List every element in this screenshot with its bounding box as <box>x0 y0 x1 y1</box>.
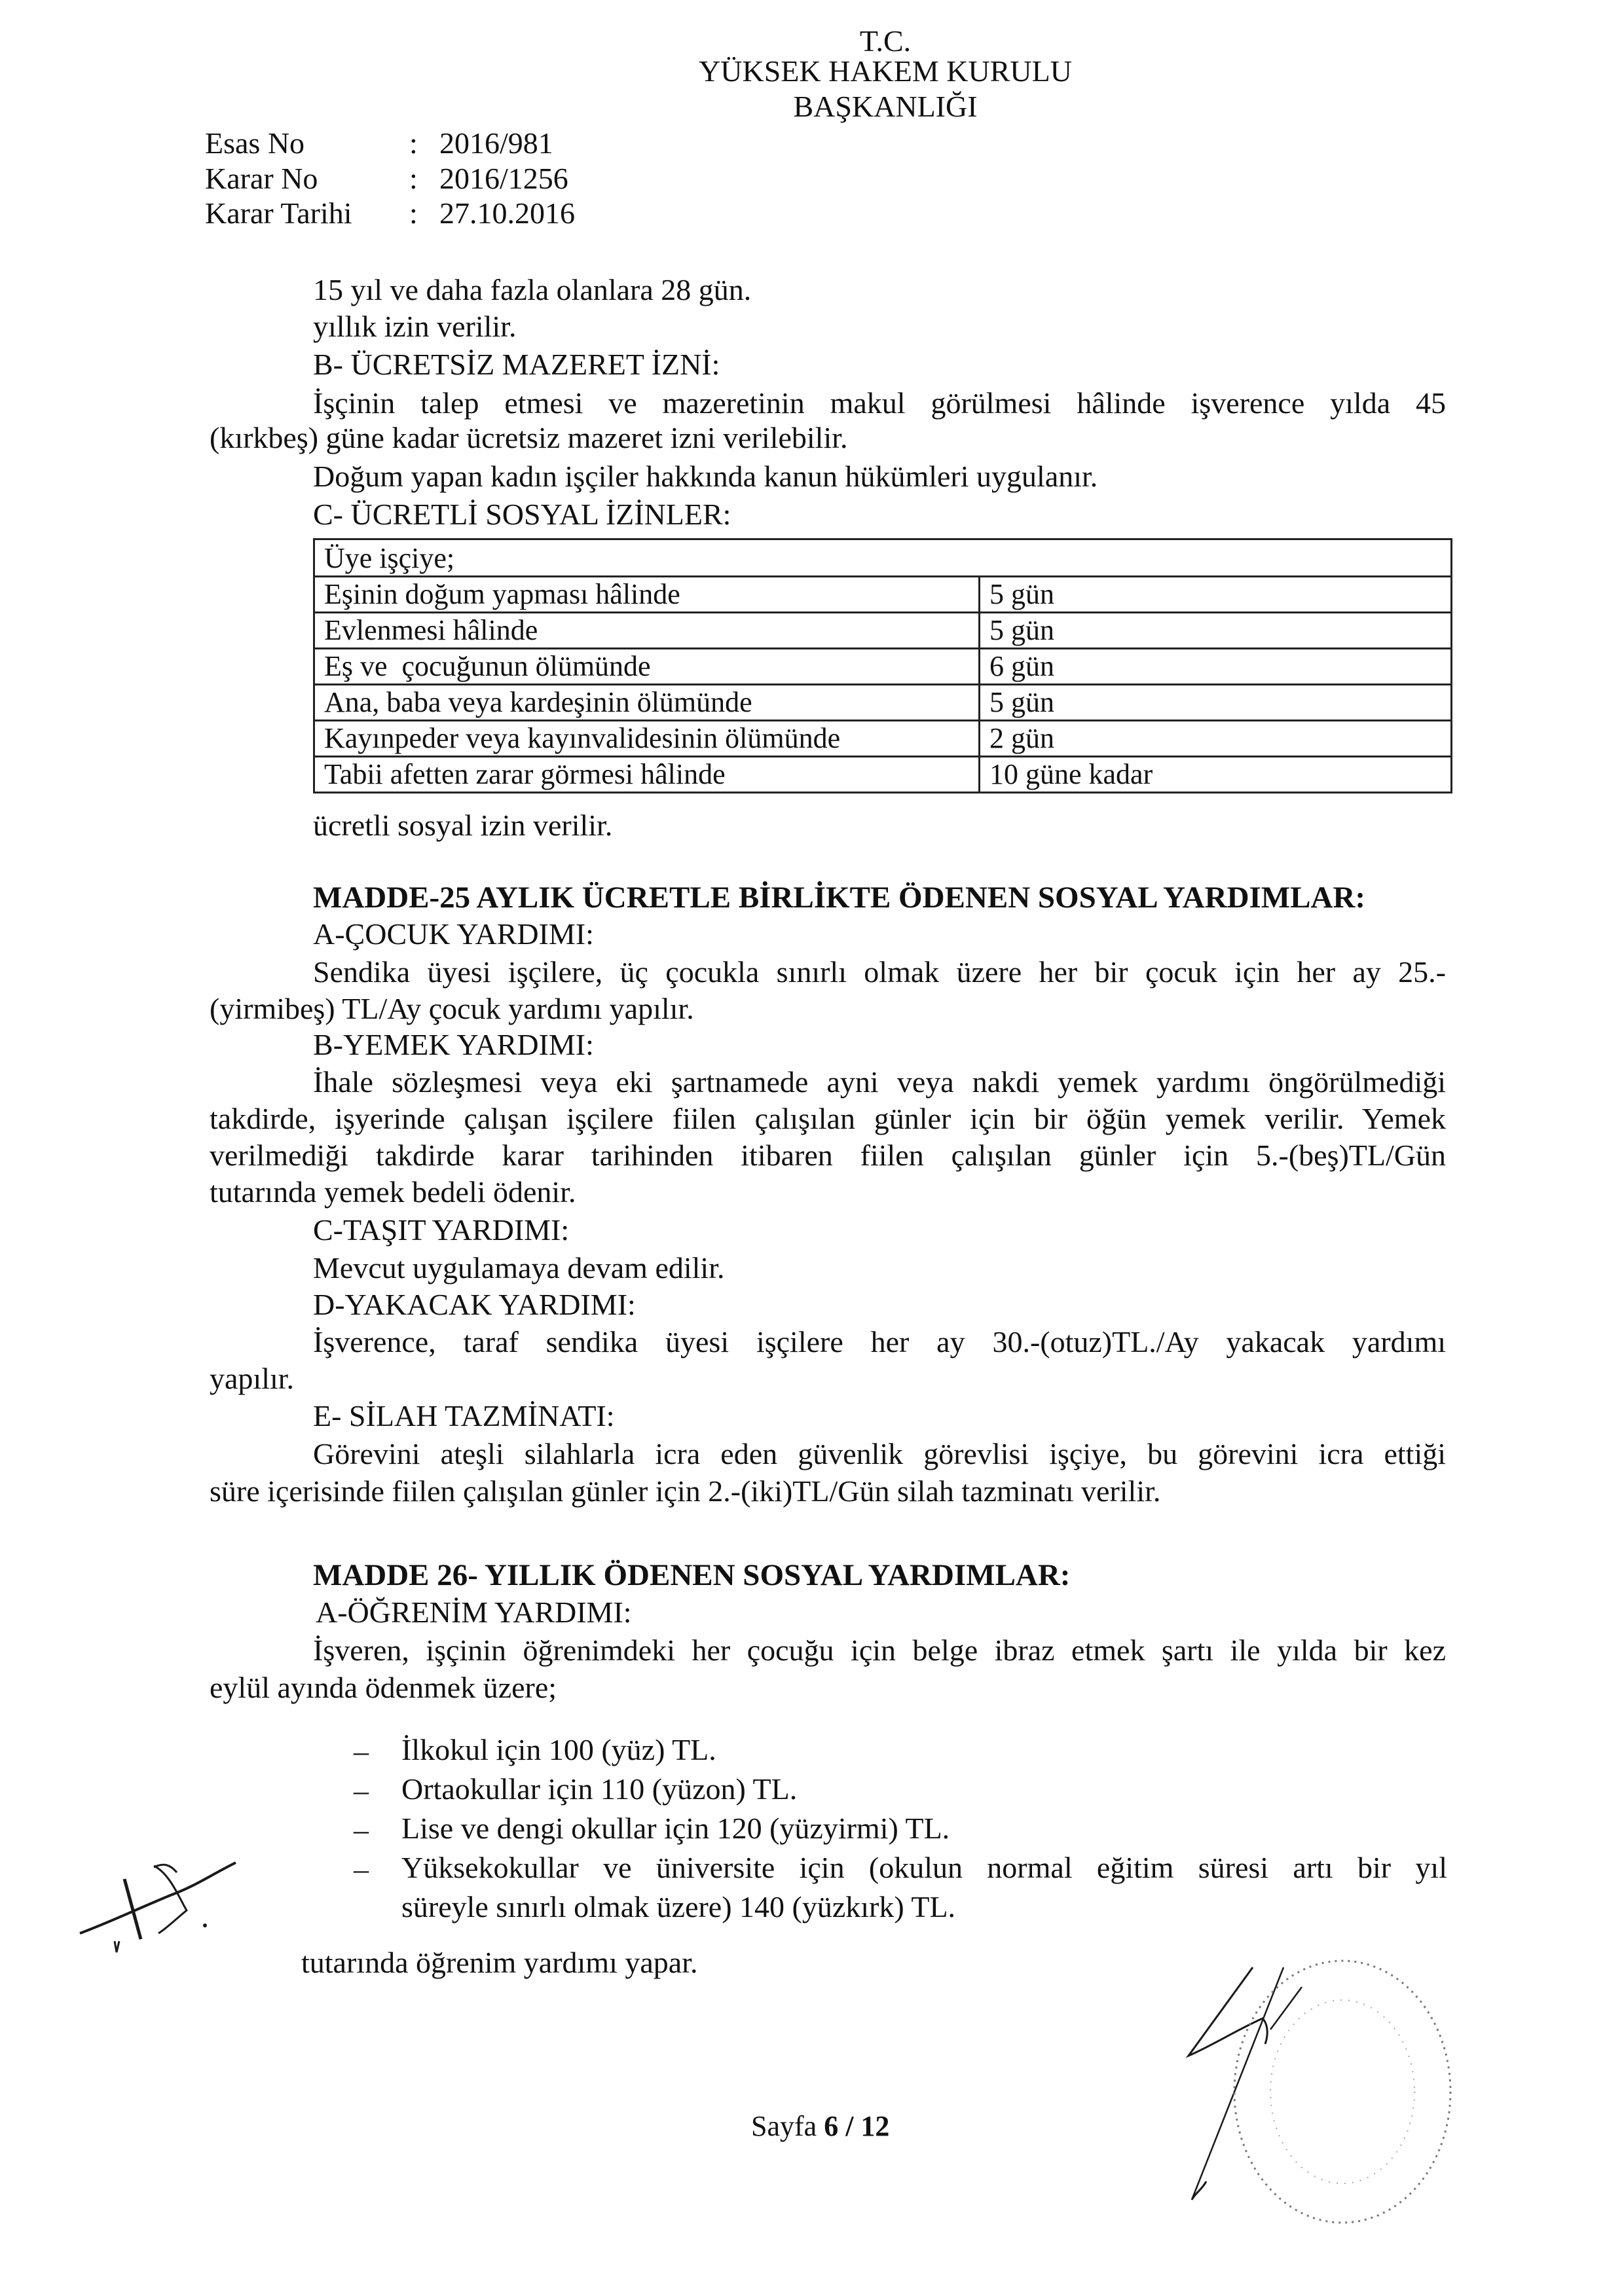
list-item-continuation: süreyle sınırlı olmak üzere) 140 (yüzkırk) TL. <box>401 1890 956 1923</box>
table-row <box>314 613 1452 649</box>
table-row <box>314 685 1452 721</box>
table-row <box>314 721 1452 757</box>
header-institution: YÜKSEK HAKEM KURULU <box>699 54 1072 88</box>
fuel-allowance-title: D-YAKACAK YARDIMI: <box>313 1288 636 1321</box>
child-allowance-text: Sendika üyesi işçilere, üç çocukla sınırlı olmak üzere her bir çocuk için her ay 25.- <box>313 955 1446 989</box>
meta-value: 27.10.2016 <box>439 196 575 230</box>
leave-reason: Eşinin doğum yapması hâlinde <box>314 577 980 613</box>
madde-26-title: MADDE 26- YILLIK ÖDENEN SOSYAL YARDIMLAR: <box>313 1558 1071 1592</box>
table-row <box>314 757 1452 793</box>
fuel-allowance-text: İşverence, taraf sendika üyesi işçilere her ay 30.-(otuz)TL./Ay yakacak yardımı <box>313 1325 1446 1358</box>
list-dash: – <box>354 1734 369 1768</box>
leave-duration: 6 gün <box>980 649 1452 685</box>
meta-label: Esas No <box>205 126 305 160</box>
leave-duration: 5 gün <box>980 613 1452 649</box>
section-b-paragraph: (kırkbeş) güne kadar ücretsiz mazeret izni verilebilir. <box>210 421 848 454</box>
weapon-compensation-text: süre içerisinde fiilen çalışılan günler için 2.-(iki)TL/Gün silah tazminatı verilir. <box>210 1474 1161 1508</box>
leave-reason: Eş ve çocuğunun ölümünde <box>314 649 980 685</box>
page-prefix: Sayfa <box>751 2110 824 2142</box>
transport-allowance-title: C-TAŞIT YARDIMI: <box>313 1213 570 1247</box>
initials-signature-icon <box>39 1833 301 2226</box>
meta-sep: : <box>409 162 418 195</box>
page-total: 12 <box>860 2110 890 2142</box>
table-header-cell: Üye işçiye; <box>314 539 1452 577</box>
leave-reason: Tabii afetten zarar görmesi hâlinde <box>314 757 980 793</box>
meal-allowance-text: takdirde, işyerinde çalışan işçilere fiilen çalışılan günler için bir öğün yemek verilir. Yemek <box>210 1102 1446 1135</box>
table-row <box>314 649 1452 685</box>
leave-duration: 5 gün <box>980 685 1452 721</box>
list-dash: – <box>354 1813 369 1846</box>
fuel-allowance-text: yapılır. <box>210 1362 295 1395</box>
section-b-paragraph: Doğum yapan kadın işçiler hakkında kanun hükümleri uygulanır. <box>313 460 1098 493</box>
intro-line: 15 yıl ve daha fazla olanlara 28 gün. <box>313 273 752 306</box>
paid-leave-table <box>313 538 1452 793</box>
table-row <box>314 577 1452 613</box>
weapon-compensation-title: E- SİLAH TAZMİNATI: <box>313 1399 615 1432</box>
leave-reason: Ana, baba veya kardeşinin ölümünde <box>314 685 980 721</box>
education-allowance-text: İşveren, işçinin öğrenimdeki her çocuğu için belge ibraz etmek şartı ile yılda bir kez <box>313 1633 1446 1667</box>
transport-allowance-text: Mevcut uygulamaya devam edilir. <box>313 1251 725 1285</box>
header-tc: T.C. <box>859 24 912 58</box>
section-b-title: B- ÜCRETSİZ MAZERET İZNİ: <box>313 348 720 381</box>
meta-label: Karar Tarihi <box>205 196 352 230</box>
case-meta <box>205 128 663 233</box>
leave-duration: 2 gün <box>980 721 1452 757</box>
page-number <box>751 2109 889 2143</box>
meta-sep: : <box>409 126 418 160</box>
intro-line: yıllık izin verilir. <box>313 310 517 343</box>
weapon-compensation-text: Görevini ateşli silahlarla icra eden güvenlik görevlisi işçiye, bu görevini icra ettiği <box>313 1437 1446 1470</box>
section-b-paragraph: İşçinin talep etmesi ve mazeretinin makul görülmesi hâlinde işverence yılda 45 <box>313 386 1446 420</box>
education-allowance-title: A-ÖĞRENİM YARDIMI: <box>316 1595 632 1629</box>
meta-label: Karar No <box>205 162 318 195</box>
header-presidency: BAŞKANLIĞI <box>793 90 978 123</box>
list-item: Lise ve dengi okullar için 120 (yüzyirmi) TL. <box>401 1812 950 1845</box>
child-allowance-title: A-ÇOCUK YARDIMI: <box>313 917 594 951</box>
meal-allowance-text: tutarında yemek bedeli ödenir. <box>210 1175 576 1209</box>
child-allowance-text: (yirmibeş) TL/Ay çocuk yardımı yapılır. <box>210 992 694 1025</box>
list-item: Ortaokullar için 110 (yüzon) TL. <box>401 1772 798 1806</box>
education-allowance-text: eylül ayında ödenmek üzere; <box>210 1671 557 1704</box>
list-item: İlkokul için 100 (yüz) TL. <box>401 1733 716 1766</box>
table-header-row <box>314 539 1452 577</box>
meta-sep: : <box>409 196 418 230</box>
official-stamp-icon <box>1218 1944 1467 2232</box>
leave-duration: 5 gün <box>980 577 1452 613</box>
list-dash: – <box>354 1774 369 1807</box>
education-amount-list <box>354 1735 1447 1931</box>
meta-value: 2016/1256 <box>439 162 568 195</box>
leave-reason: Kayınpeder veya kayınvalidesinin ölümünde <box>314 721 980 757</box>
meal-allowance-text: İhale sözleşmesi veya eki şartnamede ayni veya nakdi yemek yardımı öngörülmediği <box>313 1065 1446 1099</box>
section-c-title: C- ÜCRETLİ SOSYAL İZİNLER: <box>313 498 731 531</box>
list-item: Yüksekokullar ve üniversite için (okulun normal eğitim süresi artı bir yıl <box>401 1851 1447 1884</box>
list-dash: – <box>354 1852 369 1886</box>
leave-reason: Evlenmesi hâlinde <box>314 613 980 649</box>
leave-duration: 10 güne kadar <box>980 757 1452 793</box>
education-allowance-closing: tutarında öğrenim yardımı yapar. <box>301 1946 698 1979</box>
page-separator: / <box>838 2110 861 2142</box>
meal-allowance-text: verilmediği takdirde karar tarihinden itibaren fiilen çalışılan günler için 5.-(beş)TL/Gün <box>210 1139 1446 1172</box>
page-current: 6 <box>824 2110 839 2142</box>
section-c-footer: ücretli sosyal izin verilir. <box>313 809 613 842</box>
meta-value: 2016/981 <box>439 126 553 160</box>
meal-allowance-title: B-YEMEK YARDIMI: <box>313 1028 594 1061</box>
madde-25-title: MADDE-25 AYLIK ÜCRETLE BİRLİKTE ÖDENEN SOSYAL YARDIMLAR: <box>313 881 1366 915</box>
